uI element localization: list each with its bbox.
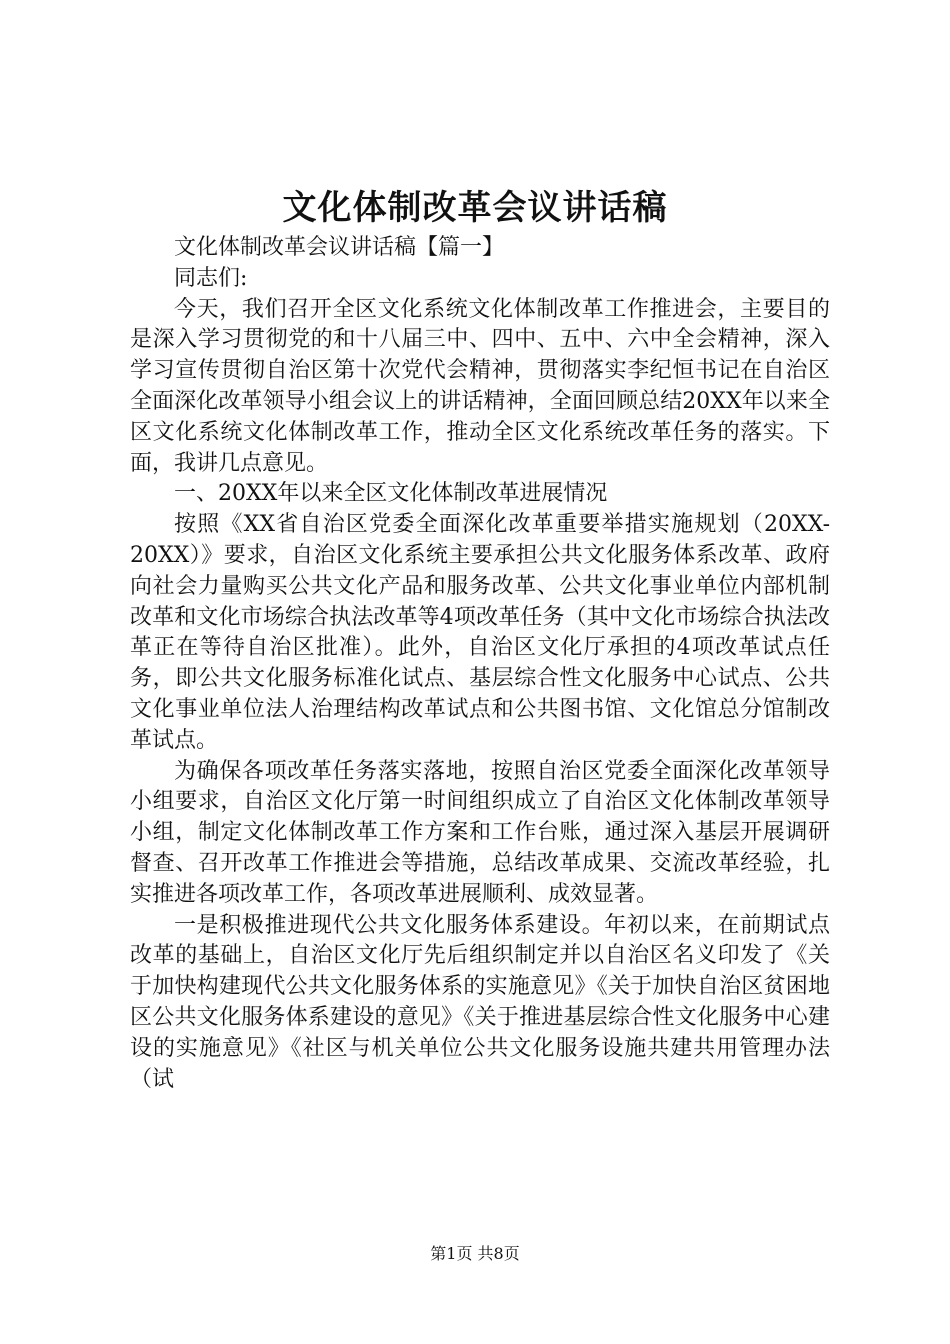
page-number-footer: 第1页 共8页 [430,1244,520,1263]
paragraph: 按照《XX省自治区党委全面深化改革重要举措实施规划（20XX-20XX）》要求，自治区文化系统主要承担公共文化服务体系改革、政府向社会力量购买公共文化产品和服务改革、公共文化事业单位内部机制改革和文化市场综合执法改革等4项改革任务（其中文化市场综合执法改革正在等待自治区批准）。此外，自治区文化厅承担的4项改革试点任务，即公共文化服务标准化试点、基层综合性文化服务中心试点、公共文化事业单位法人治理结构改革试点和公共图书馆、文化馆总分馆制改革试点。 [130,512,830,753]
paragraph: 今天，我们召开全区文化系统文化体制改革工作推进会，主要目的是深入学习贯彻党的和十八届三中、四中、五中、六中全会精神，深入学习宣传贯彻自治区第十次党代会精神，贯彻落实李纪恒书记在自治区全面深化改革领导小组会议上的讲话精神，全面回顾总结20XX年以来全区文化系统文化体制改革工作，推动全区文化系统改革任务的落实。下面，我讲几点意见。 [130,296,830,476]
salutation: 同志们: [174,265,248,291]
paragraph: 一是积极推进现代公共文化服务体系建设。年初以来，在前期试点改革的基础上，自治区文化厅先后组织制定并以自治区名义印发了《关于加快构建现代公共文化服务体系的实施意见》《关于加快自治区贫困地区公共文化服务体系建设的意见》《关于推进基层综合性文化服务中心建设的实施意见》《社区与机关单位公共文化服务设施共建共用管理办法（试 [130,912,830,1092]
document-body [130,233,830,1095]
section-heading: 一、20XX年以来全区文化体制改革进展情况 [174,481,608,507]
paragraph: 为确保各项改革任务落实落地，按照自治区党委全面深化改革领导小组要求，自治区文化厅第一时间组织成立了自治区文化体制改革领导小组，制定文化体制改革工作方案和工作台账，通过深入基层开展调研督查、召开改革工作推进会等措施，总结改革成果、交流改革经验，扎实推进各项改革工作，各项改革进展顺利、成效显著。 [130,758,830,907]
document-title: 文化体制改革会议讲话稿 [282,188,668,228]
section-heading: 文化体制改革会议讲话稿【篇一】 [174,235,505,260]
